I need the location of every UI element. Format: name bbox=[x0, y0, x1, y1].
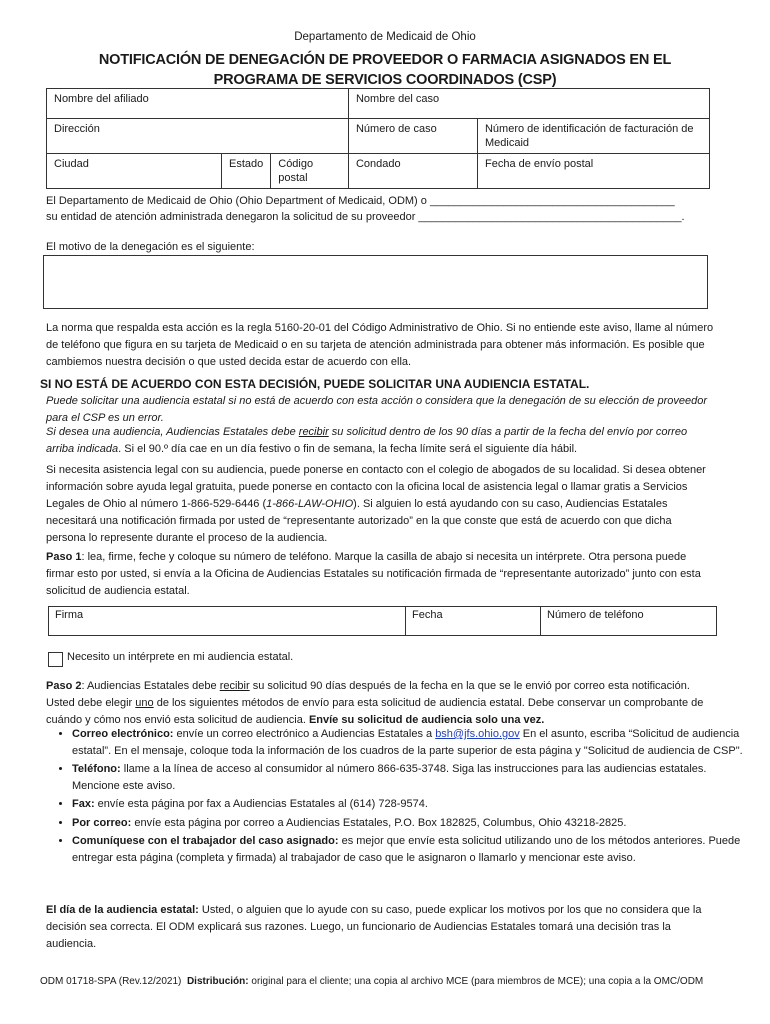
step2-once: Envíe su solicitud de audiencia solo una vez. bbox=[308, 714, 545, 726]
legal-text-b: ). Si alguien lo está ayudando con su caso, Audiencias Estatales necesitará una notificación firmada por usted de “representante autorizado” en la que conste que está de acuerdo con que dicha persona lo represente durante el proceso de la audiencia. bbox=[46, 498, 672, 544]
city-field[interactable]: Ciudad bbox=[47, 154, 222, 189]
member-name-field[interactable]: Nombre del afiliado bbox=[47, 89, 349, 119]
step2-c: de los siguientes métodos de envío para esta solicitud de audiencia estatal. Debe conservar un comprobante de cuándo y cómo nos envió esta solicitud de audiencia. bbox=[46, 697, 704, 726]
step2-text bbox=[46, 678, 714, 729]
method-text: envíe un correo electrónico a Audiencias Estatales a bbox=[173, 728, 436, 740]
billing-id-field[interactable]: Número de identificación de facturación de Medicaid bbox=[477, 119, 709, 154]
signature-table bbox=[48, 606, 717, 636]
submission-methods-list bbox=[46, 726, 744, 868]
footer bbox=[40, 976, 740, 987]
legal-text-a: Si necesita asistencia legal con su audiencia, puede ponerse en contacto con el colegio de abogados de su localidad. Si desea obtener información sobre ayuda legal gratuita, puede ponerse en contacto con la oficina local de asistencia legal o llamar gratis a Servicios Legales de Ohio al número 1-866-529-6446 ( bbox=[46, 464, 706, 510]
step1-label: Paso 1 bbox=[46, 551, 82, 563]
provider-line: su entidad de atención administrada denegaron la solicitud de su proveedor ___________________________________________. bbox=[46, 211, 685, 223]
title-line-1: NOTIFICACIÓN DE DENEGACIÓN DE PROVEEDOR O FARMACIA ASIGNADOS EN EL bbox=[98, 52, 672, 68]
title-line-2: PROGRAMA DE SERVICIOS COORDINADOS (CSP) bbox=[213, 72, 557, 88]
deadline-text-a: Si desea una audiencia, Audiencias Estatales debe bbox=[46, 426, 299, 438]
interpreter-checkbox[interactable] bbox=[48, 652, 63, 667]
deadline-text-b: su solicitud dentro de los 90 días a partir de la fecha del envío por correo arriba indicada bbox=[46, 426, 688, 455]
step2-receive: recibir bbox=[219, 680, 250, 692]
method-label: Teléfono: bbox=[72, 763, 121, 775]
email-link[interactable]: bsh@jfs.ohio.gov bbox=[435, 728, 520, 740]
method-label: Fax: bbox=[72, 798, 95, 810]
step2-b: su solicitud 90 días después de la fecha en la que se le envió por correo esta notificación. Usted debe elegir bbox=[46, 680, 690, 709]
step2-one: uno bbox=[135, 697, 154, 709]
signature-field[interactable]: Firma bbox=[49, 607, 406, 636]
method-label: Comuníquese con el trabajador del caso asignado: bbox=[72, 835, 339, 847]
hearing-eligibility-text: Puede solicitar una audiencia estatal si no está de acuerdo con esta acción o considera que la denegación de su elección de proveedor para el CSP es un error. bbox=[46, 395, 708, 424]
step1-text bbox=[46, 549, 714, 600]
state-field[interactable]: Estado bbox=[222, 154, 271, 189]
reason-label: El motivo de la denegación es el siguiente: bbox=[46, 241, 255, 253]
reason-box[interactable] bbox=[43, 255, 708, 309]
hearing-deadline-text bbox=[46, 424, 714, 458]
method-caseworker bbox=[72, 833, 744, 866]
distribution-label: Distribución: bbox=[186, 976, 249, 987]
step2-label: Paso 2 bbox=[46, 680, 82, 692]
department-name: Departamento de Medicaid de Ohio bbox=[294, 31, 476, 43]
date-field[interactable]: Fecha bbox=[406, 607, 541, 636]
hearing-day-body: Usted, o alguien que lo ayude con su caso, puede explicar los motivos por los que no considera que la decisión sea correcta. El ODM explicará sus razones. Luego, un funcionario de Audiencias Estatales tomará una decisión tras la audiencia. bbox=[46, 904, 702, 950]
legal-assistance-text bbox=[46, 462, 714, 547]
method-text-post: En el asunto, escriba “Solicitud de audiencia estatal”. En el mensaje, coloque toda la información de los cuadros de la parte superior de esta página y "Solicitud de audiencia de CSP". bbox=[72, 728, 743, 757]
hearing-day-text bbox=[46, 902, 714, 953]
method-text: llame a la línea de acceso al consumidor al número 866-635-3748. Siga las instrucciones para las audiencias estatales. Mencione este aviso. bbox=[72, 763, 707, 792]
method-text: envíe esta página por fax a Audiencias Estatales al (614) 728-9574. bbox=[94, 798, 428, 810]
address-field[interactable]: Dirección bbox=[47, 119, 349, 154]
phone-field[interactable]: Número de teléfono bbox=[541, 607, 717, 636]
method-text: envíe esta página por correo a Audiencias Estatales, P.O. Box 182825, Columbus, Ohio 43218-2825. bbox=[131, 816, 627, 829]
case-name-field[interactable]: Nombre del caso bbox=[348, 89, 709, 119]
county-field[interactable]: Condado bbox=[348, 154, 477, 189]
method-label: Por correo: bbox=[72, 816, 132, 829]
method-email bbox=[72, 726, 744, 759]
method-mail bbox=[72, 815, 744, 832]
zip-field[interactable]: Código postal bbox=[271, 154, 349, 189]
rule-paragraph: La norma que respalda esta acción es la regla 5160-20-01 del Código Administrativo de Ohio. Si no entiende este aviso, llame al número de teléfono que figura en su tarjeta de Medicaid o en su tarjeta de atención administrada para obtener más información. Es posible que cambiemos nuestra decisión o que usted decida estar de acuerdo con ella. bbox=[46, 322, 714, 368]
interpreter-label: Necesito un intérprete en mi audiencia estatal. bbox=[67, 651, 294, 663]
deadline-receive: recibir bbox=[298, 426, 329, 438]
member-info-table bbox=[46, 88, 710, 189]
distribution-text: original para el cliente; una copia al archivo MCE (para miembros de MCE); una copia a la OMC/ODM bbox=[248, 976, 704, 987]
mail-date-field[interactable]: Fecha de envío postal bbox=[477, 154, 709, 189]
hearing-day-label: El día de la audiencia estatal: bbox=[46, 904, 199, 916]
page-title bbox=[60, 50, 710, 90]
step2-a: : Audiencias Estatales debe bbox=[81, 680, 220, 692]
step1-body: : lea, firme, feche y coloque su número de teléfono. Marque la casilla de abajo si necesita un intérprete. Otra persona puede firmar esto por usted, si envía a la Oficina de Audiencias Estatales su notificación firmada de “representante autorizado” junto con esta solicitud de audiencia estatal. bbox=[46, 551, 701, 597]
law-ohio-number: 1-866-LAW-OHIO bbox=[266, 498, 354, 510]
hearing-heading: SI NO ESTÁ DE ACUERDO CON ESTA DECISIÓN, PUEDE SOLICITAR UNA AUDIENCIA ESTATAL. bbox=[40, 377, 590, 391]
method-text: es mejor que envíe esta solicitud utilizando uno de los métodos anteriores. Puede entregar esta página (completa y firmada) al trabajador de caso que le asignaron o llamarlo y mencionar este aviso. bbox=[72, 835, 741, 864]
deadline-text-c: . Si el 90.º día cae en un día festivo o fin de semana, la fecha límite será el siguiente día hábil. bbox=[118, 443, 578, 455]
case-number-field[interactable]: Número de caso bbox=[348, 119, 477, 154]
form-code: ODM 01718-SPA (Rev.12/2021) bbox=[40, 976, 182, 987]
method-fax bbox=[72, 796, 744, 813]
odm-entity-line: El Departamento de Medicaid de Ohio (Ohio Department of Medicaid, ODM) o ________________________________________ bbox=[46, 195, 675, 207]
method-label: Correo electrónico: bbox=[72, 728, 174, 740]
method-phone bbox=[72, 761, 744, 794]
